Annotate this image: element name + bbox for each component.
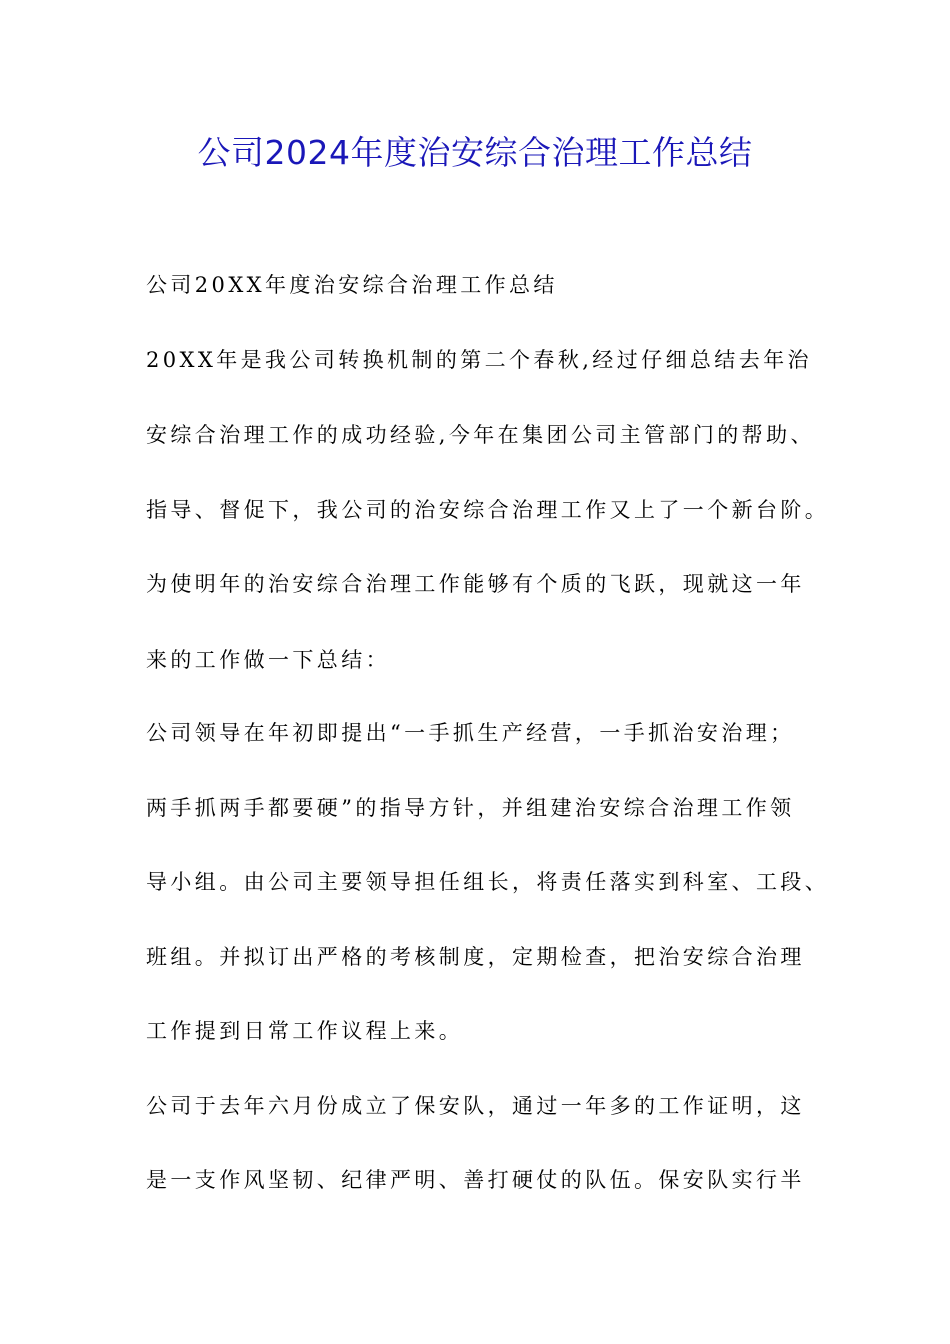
body-line: 导小组。由公司主要领导担任组长，将责任落实到科室、工段、: [146, 870, 830, 894]
body-line: 为使明年的治安综合治理工作能够有个质的飞跃，现就这一年: [146, 572, 805, 596]
body-line: 两手抓两手都要硬”的指导方针，并组建治安综合治理工作领: [146, 796, 795, 820]
body-line: 20XX年是我公司转换机制的第二个春秋,经过仔细总结去年治: [146, 348, 812, 372]
body-line: 工作提到日常工作议程上来。: [146, 1019, 464, 1043]
body-line: 班组。并拟订出严格的考核制度，定期检查，把治安综合治理: [146, 945, 805, 969]
body-line: 来的工作做一下总结：: [146, 648, 390, 672]
body-line: 是一支作风坚韧、纪律严明、善打硬仗的队伍。保安队实行半: [146, 1168, 805, 1192]
body-line: 安综合治理工作的成功经验,今年在集团公司主管部门的帮助、: [146, 423, 815, 447]
body-line: 公司领导在年初即提出“一手抓生产经营，一手抓治安治理；: [146, 721, 795, 745]
body-line: 公司于去年六月份成立了保安队，通过一年多的工作证明，这: [146, 1094, 805, 1118]
document-title: 公司2024年度治安综合治理工作总结: [197, 133, 753, 172]
body-line: 公司20XX年度治安综合治理工作总结: [146, 273, 558, 297]
body-line: 指导、督促下，我公司的治安综合治理工作又上了一个新台阶。: [146, 498, 830, 522]
